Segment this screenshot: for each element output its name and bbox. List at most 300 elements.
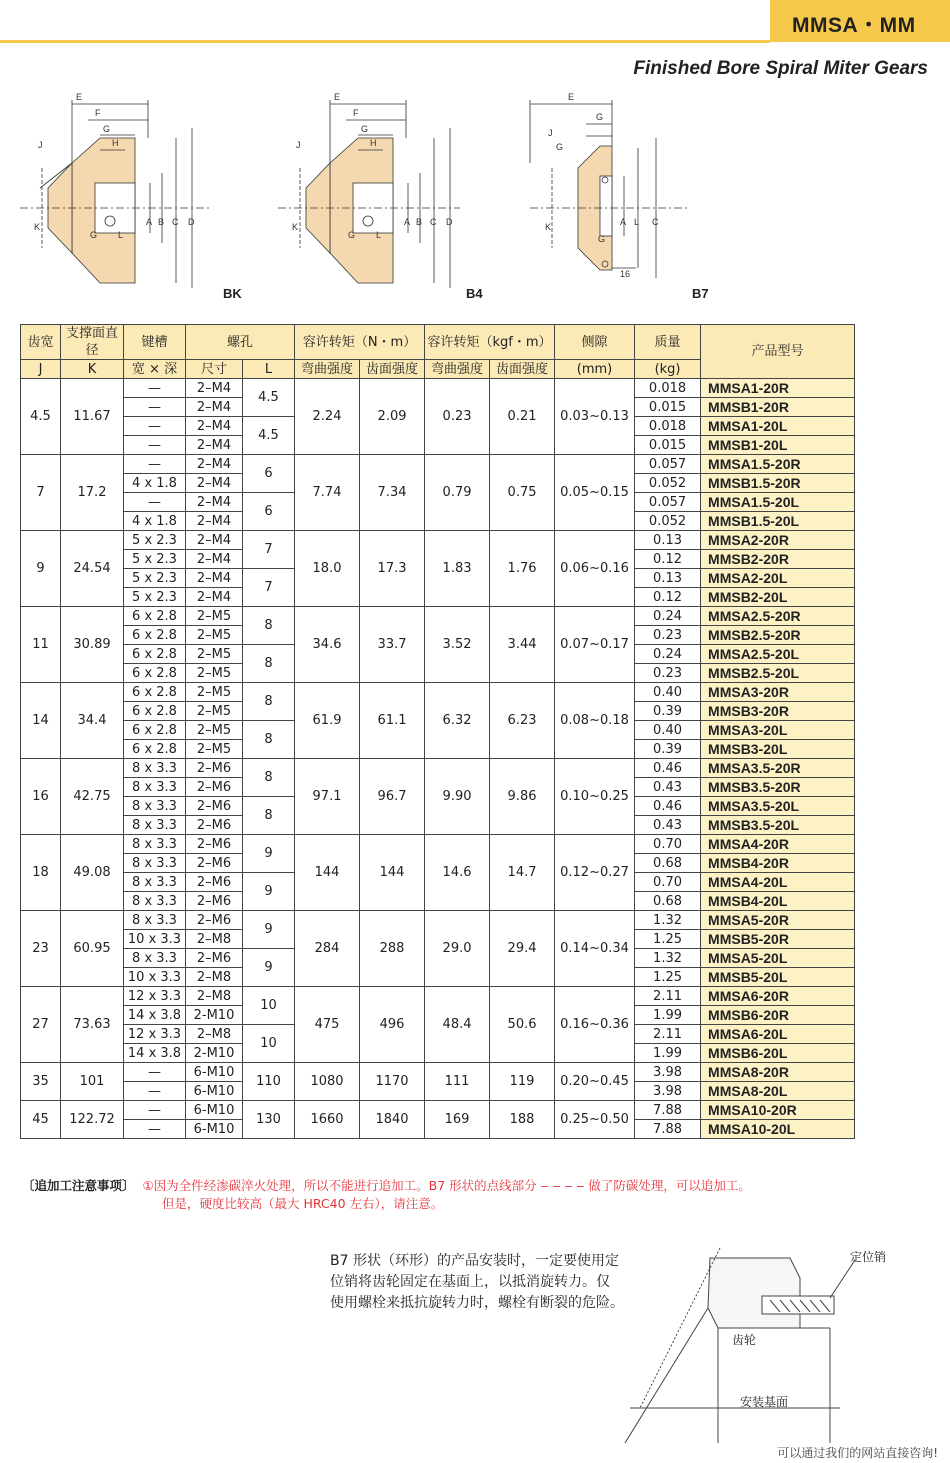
cell-screw-size: 2–M6 (186, 835, 243, 854)
cell-face-width: 18 (21, 835, 61, 911)
cell-mass: 0.70 (635, 835, 701, 854)
cell-surface-kgf: 0.21 (490, 379, 555, 455)
cell-screw-size: 2–M6 (186, 911, 243, 930)
cell-model: MMSB2.5-20R (701, 626, 855, 645)
cell-screw-l: 110 (243, 1063, 295, 1101)
cell-surface-kgf: 0.75 (490, 455, 555, 531)
pin-label: 定位销 (850, 1250, 887, 1264)
th-surface-kgf: 齿面强度 (490, 360, 555, 379)
cell-model: MMSB1.5-20L (701, 512, 855, 531)
cell-mass: 0.015 (635, 398, 701, 417)
cell-model: MMSA4-20R (701, 835, 855, 854)
svg-text:J: J (38, 140, 43, 150)
table-row (21, 683, 855, 702)
cell-model: MMSB6-20L (701, 1044, 855, 1063)
cell-support-dia: 42.75 (61, 759, 124, 835)
cell-mass: 0.13 (635, 531, 701, 550)
cell-mass: 1.25 (635, 930, 701, 949)
cell-model: MMSA3.5-20R (701, 759, 855, 778)
footer-text: 可以通过我们的网站直接咨询! (777, 1446, 938, 1460)
cell-screw-size: 2–M4 (186, 398, 243, 417)
cell-backlash: 0.25~0.50 (555, 1101, 635, 1139)
cell-model: MMSB1-20R (701, 398, 855, 417)
svg-text:L: L (118, 230, 124, 240)
cell-model: MMSA1.5-20R (701, 455, 855, 474)
svg-text:G: G (596, 112, 604, 122)
cell-surface-kgf: 1.76 (490, 531, 555, 607)
cell-screw-size: 2–M6 (186, 854, 243, 873)
cell-keyway: 8 x 3.3 (124, 816, 186, 835)
th-model: 产品型号 (701, 325, 855, 379)
cell-mass: 1.99 (635, 1006, 701, 1025)
cell-screw-l: 9 (243, 873, 295, 911)
cell-mass: 0.12 (635, 588, 701, 607)
cell-screw-size: 2–M8 (186, 987, 243, 1006)
cell-screw-l: 10 (243, 987, 295, 1025)
cell-keyway: 8 x 3.3 (124, 854, 186, 873)
cell-mass: 0.24 (635, 607, 701, 626)
cell-model: MMSA6-20L (701, 1025, 855, 1044)
cell-face-width: 45 (21, 1101, 61, 1139)
cell-mass: 0.39 (635, 740, 701, 759)
cell-face-width: 11 (21, 607, 61, 683)
cell-bending-kgf: 6.32 (425, 683, 490, 759)
cell-support-dia: 11.67 (61, 379, 124, 455)
cell-support-dia: 17.2 (61, 455, 124, 531)
table-row (21, 911, 855, 930)
cell-screw-size: 2–M6 (186, 778, 243, 797)
th-keyway-sub: 宽 × 深 (124, 360, 186, 379)
svg-text:16: 16 (620, 269, 631, 279)
table-row (21, 1101, 855, 1120)
cell-keyway: — (124, 1120, 186, 1139)
cell-screw-size: 2–M4 (186, 569, 243, 588)
cell-mass: 0.13 (635, 569, 701, 588)
cell-screw-l: 9 (243, 949, 295, 987)
svg-text:F: F (353, 108, 359, 118)
cell-mass: 0.057 (635, 455, 701, 474)
cell-keyway: 6 x 2.8 (124, 683, 186, 702)
cell-keyway: 14 x 3.8 (124, 1044, 186, 1063)
svg-text:B: B (416, 217, 423, 227)
th-backlash-unit: (mm) (555, 360, 635, 379)
cell-bending-nm: 61.9 (295, 683, 360, 759)
cell-surface-kgf: 14.7 (490, 835, 555, 911)
th-mass-unit: (kg) (635, 360, 701, 379)
cell-bending-kgf: 0.79 (425, 455, 490, 531)
cell-keyway: — (124, 436, 186, 455)
table-row (21, 987, 855, 1006)
cell-bending-nm: 1660 (295, 1101, 360, 1139)
cell-screw-l: 9 (243, 911, 295, 949)
cell-screw-size: 2–M6 (186, 873, 243, 892)
cell-face-width: 16 (21, 759, 61, 835)
cell-model: MMSB3-20L (701, 740, 855, 759)
table-row (21, 835, 855, 854)
cell-keyway: 6 x 2.8 (124, 740, 186, 759)
cell-surface-kgf: 3.44 (490, 607, 555, 683)
cell-bending-nm: 2.24 (295, 379, 360, 455)
cell-surface-nm: 496 (360, 987, 425, 1063)
cell-surface-nm: 288 (360, 911, 425, 987)
cell-keyway: — (124, 493, 186, 512)
cell-surface-kgf: 6.23 (490, 683, 555, 759)
spec-table-body (21, 379, 855, 1139)
cell-screw-size: 2–M6 (186, 816, 243, 835)
cell-mass: 0.052 (635, 512, 701, 531)
install-diagram (600, 1238, 920, 1443)
cell-bending-kgf: 48.4 (425, 987, 490, 1063)
svg-text:K: K (545, 222, 552, 232)
cell-surface-nm: 1840 (360, 1101, 425, 1139)
cell-keyway: 12 x 3.3 (124, 987, 186, 1006)
svg-text:J: J (548, 128, 553, 138)
cell-screw-l: 8 (243, 607, 295, 645)
cell-screw-size: 2–M5 (186, 740, 243, 759)
gear-label: 齿轮 (732, 1333, 757, 1347)
install-line-2: 位销将齿轮固定在基面上，以抵消旋转力。仅 (330, 1274, 610, 1290)
cell-screw-size: 6-M10 (186, 1063, 243, 1082)
cell-model: MMSA1.5-20L (701, 493, 855, 512)
cell-screw-l: 7 (243, 569, 295, 607)
svg-text:L: L (634, 217, 640, 227)
cell-keyway: — (124, 455, 186, 474)
cell-mass: 0.015 (635, 436, 701, 455)
cell-surface-kgf: 29.4 (490, 911, 555, 987)
svg-text:A: A (404, 217, 411, 227)
cell-model: MMSA3.5-20L (701, 797, 855, 816)
cell-keyway: 10 x 3.3 (124, 968, 186, 987)
cell-mass: 0.40 (635, 721, 701, 740)
th-face-width: 齿宽 (21, 325, 61, 360)
th-surface-nm: 齿面强度 (360, 360, 425, 379)
cell-model: MMSB4-20R (701, 854, 855, 873)
cell-keyway: 8 x 3.3 (124, 759, 186, 778)
cell-screw-size: 2–M6 (186, 797, 243, 816)
base-label: 安装基面 (740, 1395, 789, 1409)
cell-screw-l: 8 (243, 683, 295, 721)
cell-keyway: 4 x 1.8 (124, 474, 186, 493)
cell-keyway: — (124, 1101, 186, 1120)
svg-text:E: E (76, 92, 83, 102)
cell-screw-size: 6-M10 (186, 1120, 243, 1139)
cell-face-width: 23 (21, 911, 61, 987)
cell-surface-nm: 61.1 (360, 683, 425, 759)
cell-mass: 0.052 (635, 474, 701, 493)
cell-model: MMSB1-20L (701, 436, 855, 455)
cell-model: MMSA4-20L (701, 873, 855, 892)
cell-bending-kgf: 9.90 (425, 759, 490, 835)
cell-surface-kgf: 50.6 (490, 987, 555, 1063)
top-rule (0, 40, 770, 43)
cell-backlash: 0.12~0.27 (555, 835, 635, 911)
svg-text:D: D (188, 217, 195, 227)
cell-mass: 7.88 (635, 1101, 701, 1120)
table-row (21, 759, 855, 778)
cell-screw-size: 2–M5 (186, 607, 243, 626)
cell-keyway: 6 x 2.8 (124, 664, 186, 683)
cell-backlash: 0.03~0.13 (555, 379, 635, 455)
cell-model: MMSB3.5-20R (701, 778, 855, 797)
th-bending-nm: 弯曲强度 (295, 360, 360, 379)
cell-backlash: 0.08~0.18 (555, 683, 635, 759)
cell-mass: 1.32 (635, 911, 701, 930)
cell-support-dia: 34.4 (61, 683, 124, 759)
cell-screw-size: 2–M6 (186, 759, 243, 778)
cell-bending-nm: 475 (295, 987, 360, 1063)
cell-screw-size: 2–M4 (186, 550, 243, 569)
cell-model: MMSA8-20L (701, 1082, 855, 1101)
cell-mass: 2.11 (635, 987, 701, 1006)
cell-screw-size: 2–M8 (186, 968, 243, 987)
drawing-b7 (530, 92, 690, 279)
cell-keyway: 5 x 2.3 (124, 550, 186, 569)
cell-mass: 3.98 (635, 1082, 701, 1101)
cell-support-dia: 73.63 (61, 987, 124, 1063)
cell-mass: 0.46 (635, 797, 701, 816)
cell-keyway: 8 x 3.3 (124, 892, 186, 911)
cell-backlash: 0.20~0.45 (555, 1063, 635, 1101)
th-support-dia-sym: K (61, 360, 124, 379)
cell-screw-size: 2–M5 (186, 683, 243, 702)
cell-model: MMSA8-20R (701, 1063, 855, 1082)
cell-screw-size: 2–M4 (186, 417, 243, 436)
cell-screw-l: 8 (243, 721, 295, 759)
cell-model: MMSB2-20R (701, 550, 855, 569)
cell-model: MMSA2.5-20L (701, 645, 855, 664)
cell-screw-l: 8 (243, 645, 295, 683)
th-bending-kgf: 弯曲强度 (425, 360, 490, 379)
cell-screw-l: 7 (243, 531, 295, 569)
cell-screw-l: 9 (243, 835, 295, 873)
cell-model: MMSA5-20L (701, 949, 855, 968)
svg-text:G: G (361, 124, 369, 134)
cell-bending-kgf: 3.52 (425, 607, 490, 683)
svg-text:G: G (90, 230, 98, 240)
drawing-bk (20, 92, 210, 288)
cell-bending-nm: 144 (295, 835, 360, 911)
cell-support-dia: 24.54 (61, 531, 124, 607)
th-torque-nm: 容许转矩（N・m） (295, 325, 425, 360)
cell-screw-size: 2–M4 (186, 455, 243, 474)
cell-surface-nm: 7.34 (360, 455, 425, 531)
cell-model: MMSA5-20R (701, 911, 855, 930)
cell-bending-nm: 284 (295, 911, 360, 987)
svg-text:H: H (112, 138, 119, 148)
cell-keyway: 5 x 2.3 (124, 531, 186, 550)
th-torque-kgf: 容许转矩（kgf・m） (425, 325, 555, 360)
cell-keyway: 10 x 3.3 (124, 930, 186, 949)
th-mass: 质量 (635, 325, 701, 360)
install-diagram-svg (600, 1238, 920, 1443)
cell-screw-size: 2–M8 (186, 930, 243, 949)
cell-mass: 0.12 (635, 550, 701, 569)
cell-mass: 7.88 (635, 1120, 701, 1139)
cell-screw-size: 2–M4 (186, 474, 243, 493)
gear-dimension-drawings (0, 88, 950, 303)
cell-keyway: — (124, 379, 186, 398)
svg-text:A: A (620, 217, 627, 227)
cell-keyway: 8 x 3.3 (124, 797, 186, 816)
cell-screw-size: 6-M10 (186, 1082, 243, 1101)
cell-bending-kgf: 111 (425, 1063, 490, 1101)
cell-screw-size: 2-M10 (186, 1006, 243, 1025)
cell-support-dia: 49.08 (61, 835, 124, 911)
cell-bending-kgf: 0.23 (425, 379, 490, 455)
cell-mass: 0.39 (635, 702, 701, 721)
table-row (21, 531, 855, 550)
th-screw: 螺孔 (186, 325, 295, 360)
cell-mass: 2.11 (635, 1025, 701, 1044)
cell-keyway: 6 x 2.8 (124, 721, 186, 740)
cell-screw-l: 130 (243, 1101, 295, 1139)
notes-title: 〔追加工注意事项〕 (22, 1178, 135, 1193)
cell-bending-kgf: 29.0 (425, 911, 490, 987)
cell-surface-nm: 1170 (360, 1063, 425, 1101)
cell-screw-size: 2–M4 (186, 379, 243, 398)
svg-text:G: G (103, 124, 111, 134)
svg-text:K: K (292, 222, 299, 232)
spec-table (20, 324, 855, 1139)
cell-keyway: 14 x 3.8 (124, 1006, 186, 1025)
cell-keyway: 8 x 3.3 (124, 911, 186, 930)
svg-text:G: G (598, 234, 606, 244)
diagram-label-bk: BK (223, 286, 242, 301)
cell-model: MMSA10-20R (701, 1101, 855, 1120)
cell-keyway: 4 x 1.8 (124, 512, 186, 531)
cell-keyway: 6 x 2.8 (124, 702, 186, 721)
cell-backlash: 0.05~0.15 (555, 455, 635, 531)
cell-backlash: 0.16~0.36 (555, 987, 635, 1063)
cell-mass: 0.24 (635, 645, 701, 664)
cell-keyway: 8 x 3.3 (124, 778, 186, 797)
cell-keyway: 5 x 2.3 (124, 588, 186, 607)
cell-support-dia: 101 (61, 1063, 124, 1101)
cell-keyway: 8 x 3.3 (124, 835, 186, 854)
cell-model: MMSB3.5-20L (701, 816, 855, 835)
cell-screw-l: 8 (243, 797, 295, 835)
cell-screw-size: 2–M8 (186, 1025, 243, 1044)
cell-backlash: 0.07~0.17 (555, 607, 635, 683)
cell-screw-l: 6 (243, 493, 295, 531)
cell-bending-kgf: 1.83 (425, 531, 490, 607)
cell-mass: 0.70 (635, 873, 701, 892)
cell-keyway: — (124, 417, 186, 436)
series-tab-label: MMSA・MM (792, 14, 916, 37)
svg-text:E: E (568, 92, 575, 102)
cell-surface-nm: 33.7 (360, 607, 425, 683)
cell-keyway: 6 x 2.8 (124, 626, 186, 645)
cell-surface-nm: 96.7 (360, 759, 425, 835)
spec-table-wrap (20, 324, 854, 1139)
cell-surface-kgf: 119 (490, 1063, 555, 1101)
cell-keyway: 8 x 3.3 (124, 873, 186, 892)
th-backlash: 侧隙 (555, 325, 635, 360)
table-row (21, 1063, 855, 1082)
cell-screw-size: 2–M5 (186, 645, 243, 664)
th-support-dia: 支撑面直径 (61, 325, 124, 360)
cell-surface-nm: 144 (360, 835, 425, 911)
svg-text:G: G (348, 230, 356, 240)
cell-mass: 0.23 (635, 664, 701, 683)
cell-screw-size: 2–M4 (186, 436, 243, 455)
cell-model: MMSB3-20R (701, 702, 855, 721)
cell-model: MMSA10-20L (701, 1120, 855, 1139)
cell-model: MMSB5-20R (701, 930, 855, 949)
svg-text:J: J (296, 140, 301, 150)
cell-mass: 0.40 (635, 683, 701, 702)
series-tab (770, 0, 950, 42)
cell-face-width: 9 (21, 531, 61, 607)
cell-model: MMSB6-20R (701, 1006, 855, 1025)
cell-screw-size: 2–M4 (186, 588, 243, 607)
notes-line-1: ①因为全件经渗碳淬火处理，所以不能进行追加工。B7 形状的点线部分 ‒ ‒ ‒ ‒ 做了防碳处理，可以追加工。 (142, 1178, 751, 1193)
cell-mass: 0.46 (635, 759, 701, 778)
drawing-b4 (278, 92, 460, 288)
cell-keyway: 8 x 3.3 (124, 949, 186, 968)
cell-screw-size: 2–M5 (186, 664, 243, 683)
cell-mass: 0.68 (635, 892, 701, 911)
cell-model: MMSA3-20L (701, 721, 855, 740)
cell-keyway: 6 x 2.8 (124, 607, 186, 626)
cell-screw-l: 6 (243, 455, 295, 493)
th-face-width-sym: J (21, 360, 61, 379)
cell-screw-l: 10 (243, 1025, 295, 1063)
cell-screw-l: 4.5 (243, 379, 295, 417)
cell-screw-size: 2–M4 (186, 512, 243, 531)
cell-backlash: 0.10~0.25 (555, 759, 635, 835)
svg-text:H: H (370, 138, 377, 148)
svg-text:B: B (158, 217, 165, 227)
cell-keyway: 12 x 3.3 (124, 1025, 186, 1044)
svg-text:A: A (146, 217, 153, 227)
cell-bending-nm: 7.74 (295, 455, 360, 531)
cell-screw-size: 2–M5 (186, 721, 243, 740)
cell-screw-size: 2–M4 (186, 531, 243, 550)
cell-mass: 0.057 (635, 493, 701, 512)
cell-screw-size: 2–M6 (186, 949, 243, 968)
cell-mass: 0.23 (635, 626, 701, 645)
svg-text:G: G (556, 142, 564, 152)
cell-surface-kgf: 9.86 (490, 759, 555, 835)
top-bar (0, 0, 950, 42)
cell-bending-kgf: 14.6 (425, 835, 490, 911)
svg-text:D: D (446, 217, 453, 227)
cell-model: MMSA6-20R (701, 987, 855, 1006)
cell-model: MMSA1-20L (701, 417, 855, 436)
cell-screw-l: 8 (243, 759, 295, 797)
cell-model: MMSB2-20L (701, 588, 855, 607)
cell-support-dia: 122.72 (61, 1101, 124, 1139)
cell-screw-size: 2–M5 (186, 702, 243, 721)
cell-keyway: — (124, 398, 186, 417)
cell-surface-nm: 2.09 (360, 379, 425, 455)
cell-model: MMSB1.5-20R (701, 474, 855, 493)
cell-face-width: 35 (21, 1063, 61, 1101)
cell-bending-nm: 97.1 (295, 759, 360, 835)
cell-surface-kgf: 188 (490, 1101, 555, 1139)
cell-mass: 0.43 (635, 816, 701, 835)
th-screw-size: 尺寸 (186, 360, 243, 379)
cell-bending-nm: 1080 (295, 1063, 360, 1101)
cell-face-width: 7 (21, 455, 61, 531)
cell-surface-nm: 17.3 (360, 531, 425, 607)
table-row (21, 379, 855, 398)
cell-model: MMSB4-20L (701, 892, 855, 911)
cell-screw-l: 4.5 (243, 417, 295, 455)
cell-face-width: 27 (21, 987, 61, 1063)
svg-text:L: L (376, 230, 382, 240)
